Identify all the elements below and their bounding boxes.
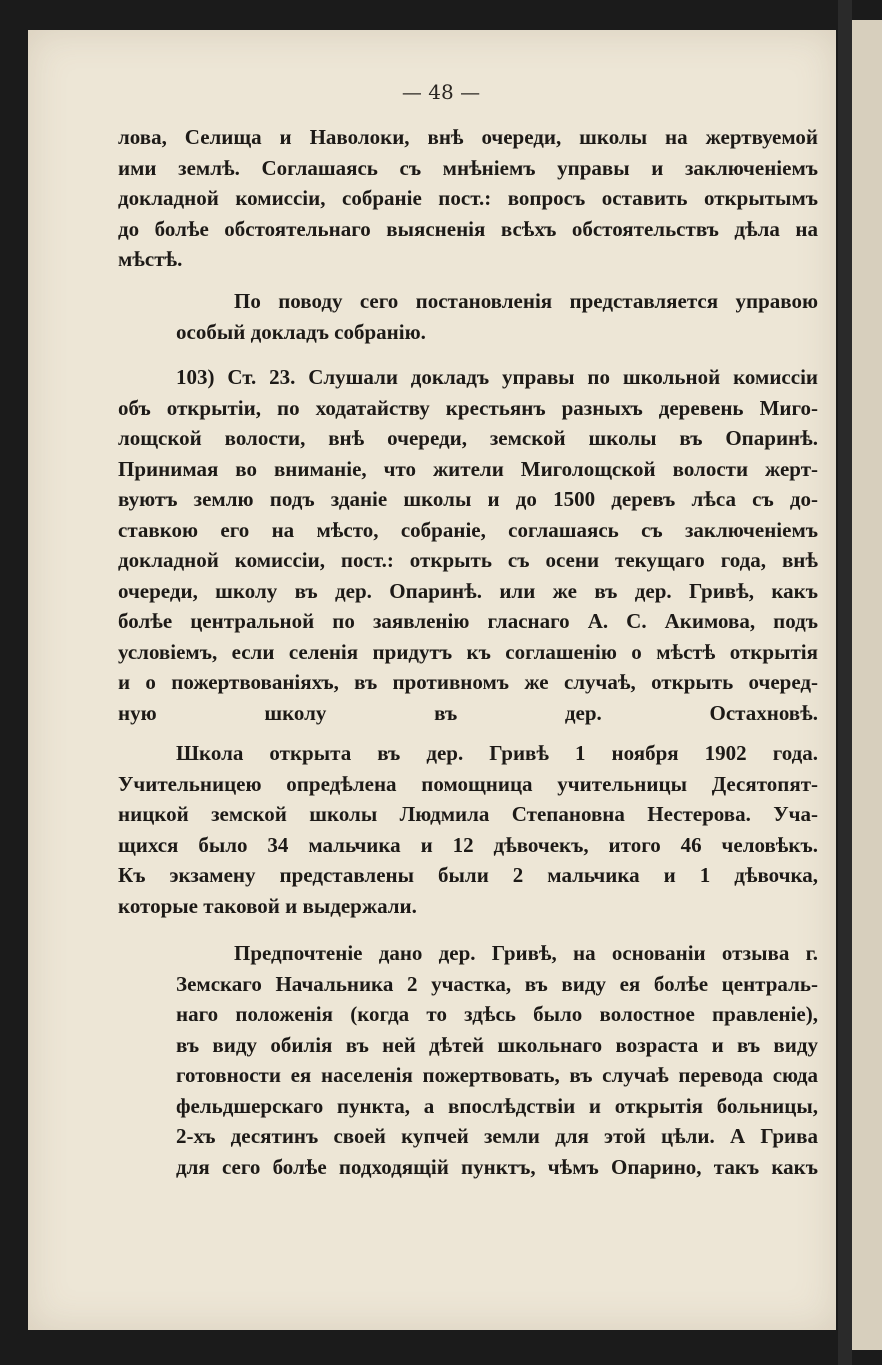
text-line: докладной комиссіи, пост.: открыть съ осени текущаго года, внѣ <box>118 548 818 572</box>
text-line: Земскаго Начальника 2 участка, въ виду ея болѣе централь- <box>176 971 818 996</box>
text-line: и о пожертвованіяхъ, въ противномъ же случаѣ, открыть очеред- <box>118 670 818 694</box>
text-line: особый докладъ собранію. <box>176 319 426 344</box>
text-line: фельдшерскаго пункта, а впослѣдствіи и открытія больницы, <box>176 1093 818 1118</box>
text-line: Къ экзамену представлены были 2 мальчика и 1 дѣвочка, <box>118 863 818 887</box>
paragraph-1 <box>118 122 818 275</box>
text-line: По поводу сего постановленія представляется управою <box>234 289 818 313</box>
page-gutter <box>838 0 852 1365</box>
page-number: — 48 — <box>401 80 481 104</box>
text-line: ставкою его на мѣсто, собраніе, соглашаясь съ заключеніемъ <box>118 517 818 542</box>
text-line: Школа открыта въ дер. Гривѣ 1 ноября 1902 года. <box>176 741 818 765</box>
text-line: щихся было 34 мальчика и 12 дѣвочекъ, итого 46 человѣкъ. <box>118 832 818 857</box>
paragraph-3 <box>118 362 818 759</box>
text-line: лова, Селища и Наволоки, внѣ очереди, школы на жертвуемой <box>118 125 818 149</box>
text-line: лощской волости, внѣ очереди, земской школы въ Опаринѣ. <box>118 426 818 450</box>
text-line: Предпочтеніе дано дер. Гривѣ, на основаніи отзыва г. <box>234 941 818 965</box>
text-line: докладной комиссіи, собраніе пост.: вопросъ оставить открытымъ <box>118 186 818 210</box>
text-line: ную школу въ дер. Остахновѣ. <box>118 700 818 725</box>
text-line: ницкой земской школы Людмила Степановна Нестерова. Уча- <box>118 802 818 826</box>
paragraph-5 <box>176 938 818 1182</box>
text-line: объ открытіи, по ходатайству крестьянъ разныхъ деревень Миго- <box>118 395 818 420</box>
text-line: вуютъ землю подъ зданіе школы и до 1500 деревъ лѣса съ до- <box>118 487 818 511</box>
paragraph-2 <box>176 286 818 347</box>
next-page-edge <box>852 20 882 1350</box>
text-line: Принимая во вниманіе, что жители Миголощской волости жерт- <box>118 456 818 481</box>
text-line: наго положенія (когда то здѣсь было волостное правленіе), <box>176 1002 818 1026</box>
text-line: въ виду обилія въ ней дѣтей школьнаго возраста и въ виду <box>176 1032 818 1057</box>
text-line: мѣстѣ. <box>118 247 183 271</box>
paragraph-4 <box>118 738 818 921</box>
text-line: Учительницею опредѣлена помощница учительницы Десятопят- <box>118 771 818 796</box>
text-line: 2-хъ десятинъ своей купчей земли для этой цѣли. А Грива <box>176 1124 818 1148</box>
text-line: условіемъ, если селенія придутъ къ соглашенію о мѣстѣ открытія <box>118 639 818 664</box>
text-line: для сего болѣе подходящій пунктъ, чѣмъ Опарино, такъ какъ <box>176 1154 818 1179</box>
text-line: ими землѣ. Соглашаясь съ мнѣніемъ управы и заключеніемъ <box>118 155 818 180</box>
text-line: которые таковой и выдержали. <box>118 893 417 918</box>
text-line: болѣе центральной по заявленію гласнаго А. С. Акимова, подъ <box>118 609 818 633</box>
text-line: до болѣе обстоятельнаго выясненія всѣхъ обстоятельствъ дѣла на <box>118 216 818 241</box>
text-line: готовности ея населенія пожертвовать, въ случаѣ перевода сюда <box>176 1063 818 1087</box>
text-line: очереди, школу въ дер. Опаринѣ. или же въ дер. Гривѣ, какъ <box>118 578 818 603</box>
text-line: 103) Ст. 23. Слушали докладъ управы по школьной комиссіи <box>176 365 818 389</box>
